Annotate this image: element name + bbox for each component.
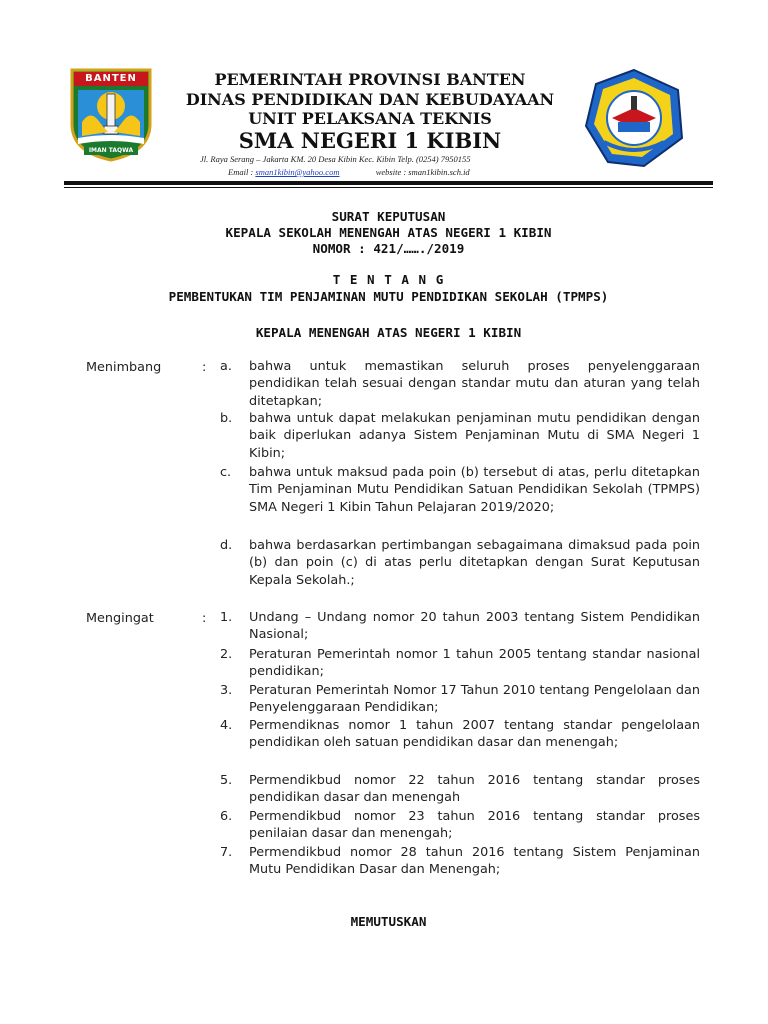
website-text: website : sman1kibin.sch.id: [375, 167, 470, 177]
item-text: bahwa untuk dapat melakukan penjaminan mutu pendidikan dengan baik diperlukan adanya Sistem Penjaminan Mutu di SMA Negeri 1 Kibin;: [249, 411, 700, 461]
menimbang-item: [220, 464, 700, 516]
mengingat-item: [220, 772, 700, 807]
letterhead-school-name: SMA NEGERI 1 KIBIN: [238, 128, 502, 153]
mengingat-item: [220, 682, 700, 717]
school-emblem-logo: [582, 68, 686, 168]
item-marker: d.: [220, 538, 233, 553]
email-link[interactable]: sman1kibin@yahoo.com: [255, 167, 340, 177]
email-label: Email :: [228, 167, 254, 177]
mengingat-item: [220, 609, 700, 644]
banten-logo-motto: IMAN TAQWA: [88, 147, 134, 154]
item-marker: c.: [220, 465, 232, 480]
menimbang-label: Menimbang: [86, 360, 162, 375]
mengingat-colon: :: [202, 611, 207, 626]
item-text: bahwa untuk maksud pada poin (b) tersebut di atas, perlu ditetapkan Tim Penjaminan Mutu Pendidikan Satuan Pendidikan Sekolah (TPMPS) SMA Negeri 1 Kibin Tahun Pelajaran 2019/2020;: [249, 465, 700, 515]
banten-logo-text-top: BANTEN: [85, 73, 137, 84]
item-marker: 5.: [220, 773, 233, 788]
mengingat-item: [220, 844, 700, 879]
mengingat-item: [220, 808, 700, 843]
decree-tentang: T E N T A N G: [332, 272, 445, 287]
item-text: Permendiknas nomor 1 tahun 2007 tentang standar pengelolaan pendidikan oleh satuan pendidikan dasar dan menengah;: [249, 718, 700, 751]
banten-emblem-logo: [68, 66, 154, 162]
menimbang-item: [220, 410, 700, 462]
letterhead-line-dinas: DINAS PENDIDIKAN DAN KEBUDAYAAN: [185, 90, 555, 109]
contact-line: [200, 166, 580, 179]
item-text: bahwa berdasarkan pertimbangan sebagaimana dimaksud pada poin (b) dan poin (c) di atas perlu ditetapkan dengan Surat Keputusan Kepala Sekolah.;: [249, 538, 700, 588]
item-marker: 4.: [220, 718, 233, 733]
item-text: Peraturan Pemerintah nomor 1 tahun 2005 tentang standar nasional pendidikan;: [249, 647, 700, 680]
item-marker: 1.: [220, 610, 233, 625]
item-marker: 2.: [220, 647, 233, 662]
memutuskan-heading: MEMUTUSKAN: [350, 914, 427, 929]
letterhead-divider-thick: [64, 181, 713, 185]
item-text: Permendikbud nomor 28 tahun 2016 tentang Sistem Penjaminan Mutu Pendidikan Dasar dan Menengah;: [249, 845, 700, 878]
menimbang-item: [220, 537, 700, 589]
item-text: Permendikbud nomor 23 tahun 2016 tentang standar proses penilaian dasar dan menengah;: [249, 809, 700, 842]
menimbang-colon: :: [202, 360, 207, 375]
decree-subject: PEMBENTUKAN TIM PENJAMINAN MUTU PENDIDIKAN SEKOLAH (TPMPS): [168, 289, 609, 304]
decree-number: NOMOR : 421/……./2019: [312, 241, 465, 256]
item-marker: 6.: [220, 809, 233, 824]
item-text: Permendikbud nomor 22 tahun 2016 tentang standar proses pendidikan dasar dan menengah: [249, 773, 700, 806]
mengingat-item: [220, 717, 700, 752]
address-line: Jl. Raya Serang – Jakarta KM. 20 Desa Kibin Kec. Kibin Telp. (0254) 7950155: [200, 154, 471, 164]
letterhead-divider-thin: [64, 187, 713, 188]
mengingat-item: [220, 646, 700, 681]
letterhead-title: [170, 70, 570, 154]
decree-issuer: KEPALA SEKOLAH MENENGAH ATAS NEGERI 1 KIBIN: [225, 225, 552, 240]
item-marker: b.: [220, 411, 233, 426]
letterhead-line-province: PEMERINTAH PROVINSI BANTEN: [214, 70, 526, 89]
item-marker: 3.: [220, 683, 233, 698]
menimbang-item: [220, 358, 700, 410]
item-marker: 7.: [220, 845, 233, 860]
mengingat-label: Mengingat: [86, 611, 154, 626]
item-text: Peraturan Pemerintah Nomor 17 Tahun 2010 tentang Pengelolaan dan Penyelenggaraan Pendidikan;: [249, 683, 700, 716]
item-text: bahwa untuk memastikan seluruh proses penyelenggaraan pendidikan telah sesuai dengan standar mutu dan aturan yang telah ditetapkan;: [249, 359, 700, 409]
letterhead-line-unit: UNIT PELAKSANA TEKNIS: [248, 109, 492, 128]
item-text: Undang – Undang nomor 20 tahun 2003 tentang Sistem Pendidikan Nasional;: [249, 610, 700, 643]
letterhead-address: [200, 153, 580, 179]
decree-title: SURAT KEPUTUSAN: [331, 209, 446, 224]
decree-authority: KEPALA MENENGAH ATAS NEGERI 1 KIBIN: [255, 325, 522, 340]
item-marker: a.: [220, 359, 232, 374]
